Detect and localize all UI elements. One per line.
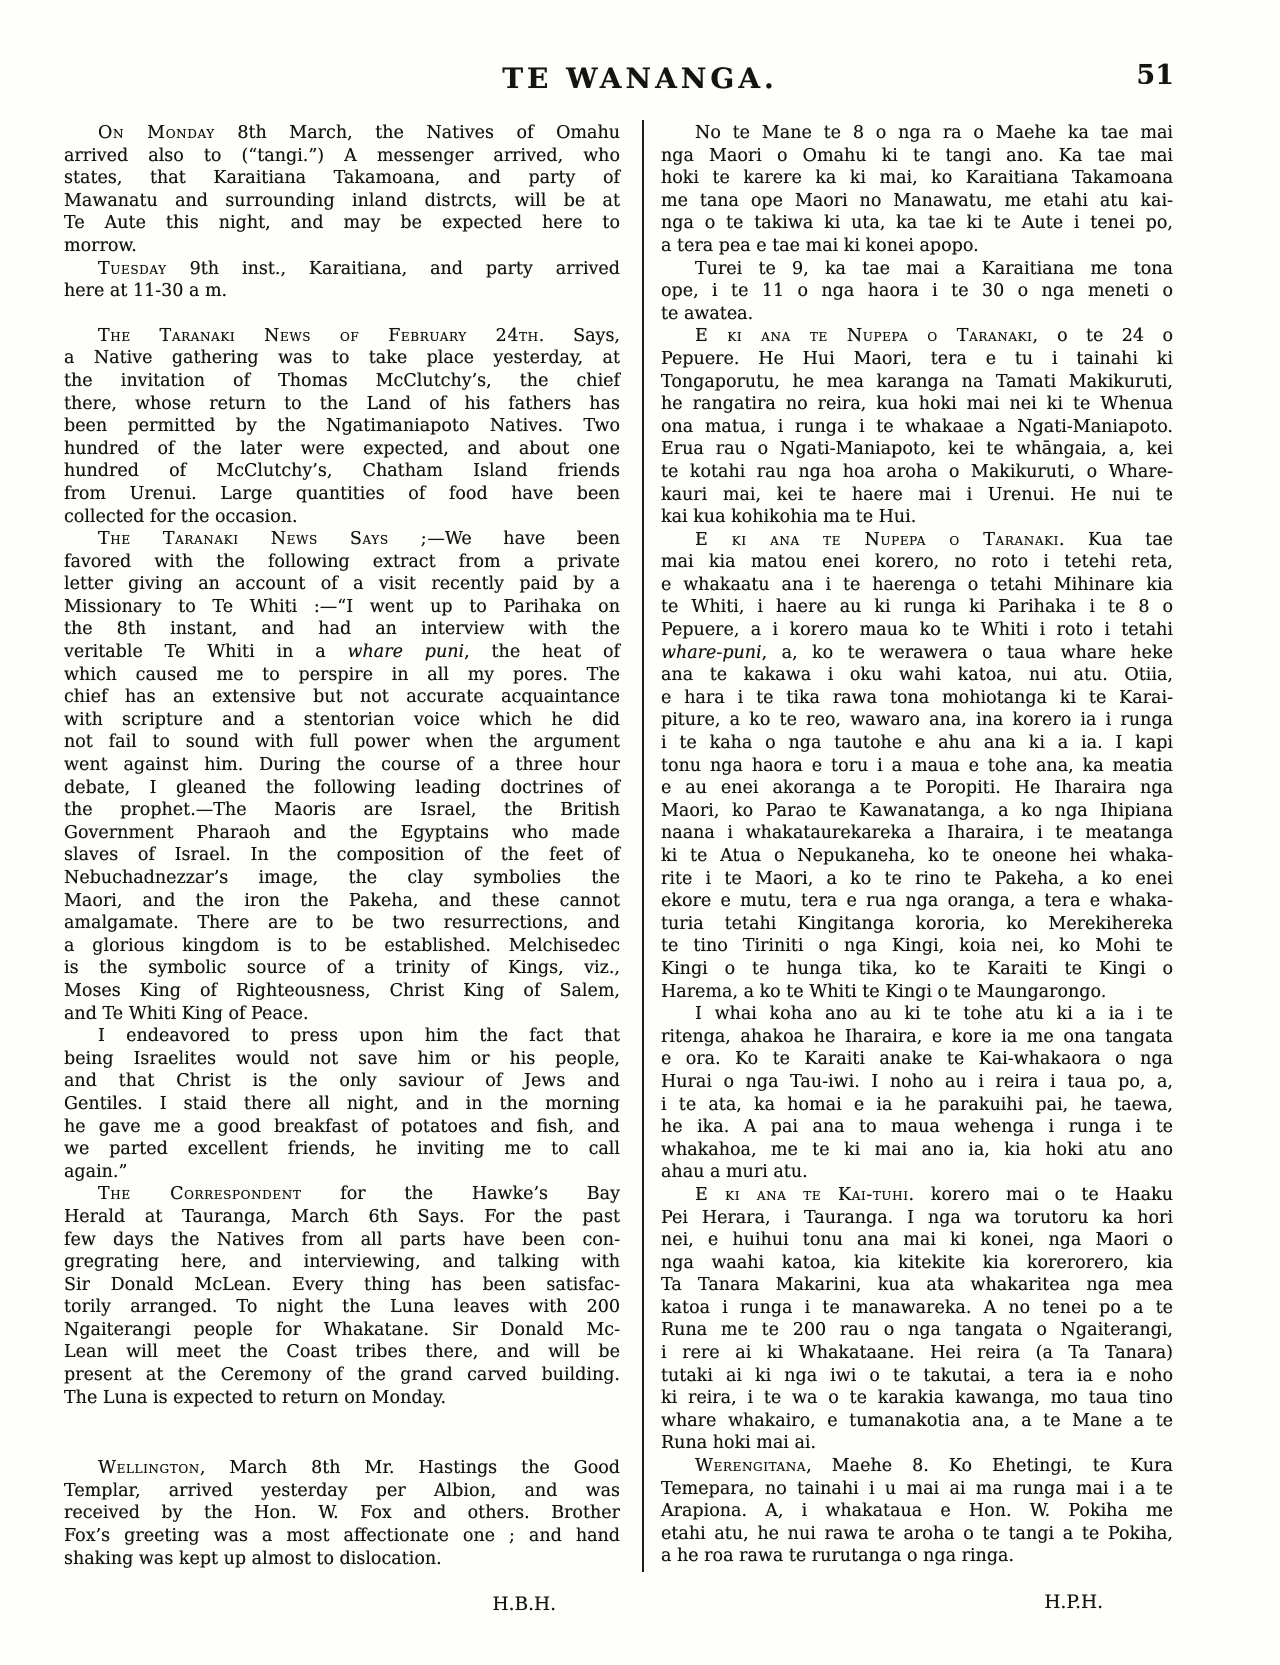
body-text: i te kaha o nga tautohe e ahu ana ki a ia. I kapi [661, 733, 1173, 754]
body-text: I endeavored to press upon him the fact that [98, 1026, 620, 1047]
body-text: and that Christ is the only saviour of Jews and [64, 1071, 620, 1092]
body-text: Runa hoki mai ai. [661, 1433, 817, 1454]
text-line [661, 935, 1173, 958]
text-line [64, 731, 620, 754]
text-line [661, 958, 1173, 981]
text-line [661, 687, 1173, 710]
paragraph [64, 325, 620, 528]
body-text: Pepuere, a i korero maua ko te Whiti i roto i tetahi [661, 620, 1173, 641]
text-line [64, 1457, 620, 1480]
body-text: ope, i te 11 o nga haora i te 30 o nga meneti o [661, 281, 1173, 302]
text-line [64, 325, 620, 348]
body-text: Missionary to Te Whiti :—“I went up to Parihaka on [64, 596, 620, 617]
text-line [64, 551, 620, 574]
text-line [661, 1139, 1173, 1162]
body-text: Turei te 9, ka tae mai a Karaitiana me tona [695, 258, 1173, 279]
body-text: nga Maori o Omahu ki te tangi ano. Ka tae mai [661, 145, 1173, 166]
text-line [661, 1365, 1173, 1388]
body-text: a Native gathering was to take place yesterday, at [64, 348, 620, 369]
body-text: I whai koha ano au ki te tohe atu ki a ia i te [695, 1004, 1173, 1025]
paragraph [661, 325, 1173, 528]
text-line [661, 709, 1173, 732]
body-text: , Maehe 8. Ko Ehetingi, te Kura [806, 1456, 1173, 1477]
paragraph [661, 122, 1173, 258]
text-line [64, 980, 620, 1003]
paragraph [64, 528, 620, 1025]
text-line [661, 122, 1173, 145]
body-text: i rere ai ki Whakataane. Hei reira (a Ta Tanara) [661, 1343, 1173, 1364]
text-line [64, 957, 620, 980]
text-line [64, 777, 620, 800]
text-line [64, 1274, 620, 1297]
smallcaps-text: Tuesday [98, 258, 167, 279]
body-text: amalgamate. There are to be two resurrections, and [64, 913, 620, 934]
text-line [64, 1341, 620, 1364]
body-text: morrow. [64, 235, 137, 256]
text-line [661, 1161, 1173, 1184]
body-text: arrived also to (“tangi.”) A messenger arrived, who [64, 145, 620, 166]
body-text: katoa i runga i te manawareka. A no tenei po a te [661, 1297, 1173, 1318]
text-line [64, 1364, 620, 1387]
text-line [661, 438, 1173, 461]
body-text: Pei Herara, i Tauranga. I nga wa torutoru ka hori [661, 1207, 1173, 1228]
right-author-initials: H.P.H. [1044, 1592, 1103, 1613]
body-text: hundred of the later were expected, and about one [64, 438, 620, 459]
body-text: Herald at Tauranga, March 6th Says. For the past [64, 1206, 620, 1227]
paragraph [661, 1003, 1173, 1184]
body-text: e au enei akoranga a te Poropiti. He Iharaira nga [661, 778, 1173, 799]
text-line [661, 325, 1173, 348]
text-line [64, 235, 620, 258]
body-text: the invitation of Thomas McClutchy’s, the chief [64, 370, 620, 391]
body-text: we parted excellent friends, he inviting me to call [64, 1139, 620, 1160]
paragraph [64, 1025, 620, 1183]
body-text: Kingi o te hunga tika, ko te Karaiti te Kingi o [661, 958, 1173, 979]
text-line [661, 416, 1173, 439]
text-line [661, 258, 1173, 281]
text-line [64, 686, 620, 709]
text-line [661, 868, 1173, 891]
body-text: is the symbolic source of a trinity of Kings, viz., [64, 958, 620, 979]
text-line [661, 506, 1173, 529]
text-line [661, 1342, 1173, 1365]
body-text: hoki te karere ka ki mai, ko Karaitiana Takamoana [661, 168, 1173, 189]
paragraph [64, 258, 620, 303]
body-text: veritable Te Whiti in a [64, 642, 348, 663]
text-line [64, 1229, 620, 1252]
column-divider-rule [642, 120, 644, 1572]
body-text: o te 24 o [1038, 326, 1173, 347]
body-text: there, whose return to the Land of his fathers has [64, 393, 620, 414]
text-line [64, 867, 620, 890]
body-text: nga o te takiwa ki uta, ka tae ki te Aute i tenei po, [661, 213, 1173, 234]
smallcaps-text: The Correspondent [98, 1184, 302, 1205]
body-text: —We have been [427, 529, 620, 550]
smallcaps-text: E ki ana te Kai-tuhi. [695, 1184, 915, 1205]
text-line [661, 1500, 1173, 1523]
body-text: went against him. During the course of a three hour [64, 755, 620, 776]
text-line [661, 1252, 1173, 1275]
text-line [64, 167, 620, 190]
text-line [64, 641, 620, 664]
body-text: states, that Karaitiana Takamoana, and party of [64, 168, 620, 189]
text-line [661, 280, 1173, 303]
text-line [64, 1161, 620, 1184]
text-line [64, 844, 620, 867]
text-line [64, 460, 620, 483]
body-text: gregrating here, and interviewing, and talking with [64, 1252, 620, 1273]
body-text: which caused me to perspire in all my pores. The [64, 664, 620, 685]
text-line [64, 1525, 620, 1548]
text-line [64, 438, 620, 461]
text-line [661, 619, 1173, 642]
text-line [661, 732, 1173, 755]
text-line [64, 1116, 620, 1139]
body-text: present at the Ceremony of the grand carved building. [64, 1365, 620, 1386]
text-line [661, 529, 1173, 552]
paragraph [64, 122, 620, 258]
text-line [661, 1026, 1173, 1049]
text-line [64, 190, 620, 213]
text-line [661, 664, 1173, 687]
text-line [661, 235, 1173, 258]
body-text: not fail to sound with full power when the argument [64, 732, 620, 753]
body-text: me tana ope Maori no Manawatu, me etahi atu kai- [661, 190, 1173, 211]
body-text: tonu nga haora e toru i a maua e tohe ana, ka meatia [661, 755, 1173, 776]
paragraph [64, 1183, 620, 1409]
body-text: he ika. A pai ana to maua wehenga i runga i te [661, 1117, 1173, 1138]
paragraph [661, 1184, 1173, 1455]
body-text: Erua rau o Ngati-Maniapoto, kei te whāngaia, a, kei [661, 439, 1173, 460]
page-number: 51 [1136, 60, 1174, 91]
text-line [661, 913, 1173, 936]
text-line [64, 1502, 620, 1525]
body-text: the prophet.—The Maoris are Israel, the British [64, 800, 620, 821]
body-text: , a, ko te werawera o taua whare heke [761, 642, 1173, 663]
body-text: ekore e mutu, tera e rua nga oranga, a tera e whaka- [661, 891, 1173, 912]
text-line [661, 1387, 1173, 1410]
body-text: Runa me te 200 rau o nga tangata o Ngaiterangi, [661, 1320, 1173, 1341]
body-text: Maori, ko Parao te Kawanatanga, a ko nga Ihipiana [661, 800, 1173, 821]
body-text: Government Pharaoh and the Egyptains who made [64, 822, 620, 843]
body-text: Temepara, no tainahi i u mai ai ma runga mai i a te [661, 1478, 1173, 1499]
text-line [661, 845, 1173, 868]
body-text: Sir Donald McLean. Every thing has been satisfac- [64, 1274, 620, 1295]
text-line [661, 1116, 1173, 1139]
text-line [661, 1274, 1173, 1297]
body-text: Harema, a ko te Whiti te Kingi o te Maungarongo. [661, 981, 1107, 1002]
body-text: hundred of McClutchy’s, Chatham Island friends [64, 461, 620, 482]
body-text: Arapiona. A, i whakataua e Hon. W. Pokiha me [661, 1501, 1173, 1522]
body-text: ritenga, ahakoa he Iharaira, e kore ia me ona tangata [661, 1026, 1173, 1047]
body-text: ki te Atua o Nepukaneha, ko te oneone hei whaka- [661, 846, 1173, 866]
text-line [64, 799, 620, 822]
text-line [64, 618, 620, 641]
body-text: 8th March, the Natives of Omahu [214, 123, 621, 143]
body-text: favored with the following extract from a private [64, 551, 620, 572]
left-author-initials: H.B.H. [492, 1594, 556, 1616]
text-line [661, 1071, 1173, 1094]
text-line [661, 1207, 1173, 1230]
text-line [64, 1183, 620, 1206]
text-line [64, 1548, 620, 1571]
text-line [64, 596, 620, 619]
text-line [64, 1387, 620, 1410]
text-line [661, 484, 1173, 507]
body-text: turia tetahi Kingitanga kororia, ko Merekihereka [661, 913, 1173, 934]
body-text: he rangatira no reira, kua hoki mai nei ki te Whenua [661, 394, 1173, 415]
text-line [661, 461, 1173, 484]
body-text: ahau a muri atu. [661, 1162, 808, 1183]
text-line [661, 1094, 1173, 1117]
body-text: letter giving an account of a visit recently paid by a [64, 574, 620, 595]
text-line [661, 303, 1173, 326]
text-line [64, 573, 620, 596]
text-line [64, 347, 620, 370]
text-line [64, 258, 620, 281]
text-line [64, 483, 620, 506]
text-line [64, 935, 620, 958]
body-text: chief has an extensive but not accurate acquaintance [64, 687, 620, 708]
body-text: i te ata, ka homai e ia he parakuihi pai, he taewa, [661, 1094, 1173, 1115]
body-text: torily arranged. To night the Luna leaves with 200 [64, 1297, 620, 1318]
text-line [64, 393, 620, 416]
body-text: ki reira, i te wa o te karakia kawanga, mo taua tino [661, 1388, 1173, 1409]
body-text: Maori, and the iron the Pakeha, and these cannot [64, 890, 620, 911]
smallcaps-text: On Monday [98, 123, 215, 143]
text-line [661, 890, 1173, 913]
body-text: nga waahi katoa, kia kitekite kia korerorero, kia [661, 1252, 1173, 1273]
text-line [64, 1025, 620, 1048]
body-text: te tino Tiriniti o nga Kingi, koia nei, ko Mohi te [661, 936, 1173, 957]
text-line [64, 145, 620, 168]
paragraph [64, 1457, 620, 1570]
body-text: Ta Tanara Makarini, kua ata whakaritea nga mea [661, 1275, 1173, 1296]
body-text: 9th inst., Karaitiana, and party arrived [166, 258, 620, 279]
text-line [661, 393, 1173, 416]
text-line [64, 212, 620, 235]
text-line [661, 1184, 1173, 1207]
text-line [64, 664, 620, 687]
body-text: Mawanatu and surrounding inland distrcts, will be at [64, 190, 620, 211]
body-text: The Luna is expected to return on Monday. [64, 1387, 447, 1408]
body-text: kauri mai, kei te haere mai i Urenui. He nui te [661, 484, 1173, 505]
text-line [661, 1319, 1173, 1342]
body-text: naana i whakataurekareka a Iharaira, i te meatanga [661, 823, 1173, 844]
body-text: kai kua kohikohia ma te Hui. [661, 507, 917, 528]
text-line [64, 1206, 620, 1229]
body-text: , March 8th Mr. Hastings the Good [199, 1458, 620, 1479]
body-text: te Whiti, i haere au ki runga ki Parihaka i te 8 o [661, 597, 1173, 618]
text-line [64, 1070, 620, 1093]
body-text: tutaki ai ki nga iwi o te takutai, a tera ia e noho [661, 1365, 1173, 1386]
text-line [64, 1048, 620, 1071]
body-text: debate, I gleaned the following leading doctrines of [64, 777, 620, 798]
smallcaps-text: E ki ana te Nupepa o Taranaki, [695, 326, 1039, 347]
body-text: and Te Whiti King of Peace. [64, 1003, 309, 1024]
text-line [661, 1523, 1173, 1546]
text-line [661, 642, 1173, 665]
right-column-paragraphs [661, 122, 1173, 1568]
text-line [661, 1048, 1173, 1071]
body-text: being Israelites would not save him or his people, [64, 1048, 620, 1069]
text-line [64, 528, 620, 551]
body-text: with scripture and a stentorian voice which he did [64, 709, 620, 730]
body-text: te kotahi rau nga hoa aroha o Makikuruti, o Whare- [661, 461, 1173, 482]
italic-text: whare puni [347, 642, 465, 663]
body-text: whare whakairo, e tumanakotia ana, a te Mane a te [661, 1410, 1173, 1431]
body-text: Fox’s greeting was a most affectionate one ; and hand [64, 1526, 620, 1547]
text-line [64, 506, 620, 529]
text-line [661, 596, 1173, 619]
body-text: ona matua, i runga i te whakaae a Ngati-Maniapoto. [661, 416, 1173, 437]
text-line [661, 755, 1173, 778]
body-text: for the Hawke’s Bay [301, 1184, 620, 1205]
body-text: Kua tae [1065, 529, 1173, 550]
body-text: the 8th instant, and had an interview with the [64, 619, 620, 640]
paragraph [661, 529, 1173, 1003]
right-column [661, 122, 1173, 1615]
text-line [64, 1251, 620, 1274]
text-line [661, 1545, 1173, 1568]
body-text: Ngaiterangi people for Whakatane. Sir Donald Mc- [64, 1319, 620, 1340]
smallcaps-text: Werengitana [695, 1456, 807, 1477]
body-text: e ora. Ko te Karaiti anake te Kai-whakaora o nga [661, 1049, 1173, 1070]
body-text: whakahoa, me te ki mai ano ia, kia hoki atu ano [661, 1139, 1173, 1160]
body-text: e whakaatu ana i te haerenga o tetahi Mihinare kia [661, 574, 1173, 595]
italic-text: whare-puni [661, 642, 762, 663]
text-line [661, 167, 1173, 190]
text-line [661, 1297, 1173, 1320]
text-line [661, 145, 1173, 168]
body-text: again.” [64, 1161, 128, 1182]
smallcaps-text: Wellington [98, 1458, 200, 1479]
body-text: from Urenui. Large quantities of food have been [64, 483, 620, 504]
body-text: here at 11-30 a m. [64, 281, 228, 302]
body-text: Gentiles. I staid there all night, and in the morning [64, 1093, 620, 1114]
body-text: received by the Hon. W. Fox and others. Brother [64, 1503, 620, 1524]
text-line [64, 754, 620, 777]
text-line [661, 822, 1173, 845]
text-line [661, 348, 1173, 371]
body-text: been permitted by the Ngatimaniapoto Natives. Two [64, 416, 620, 437]
body-text: a glorious kingdom is to be established. Melchisedec [64, 935, 620, 956]
text-line [64, 1319, 620, 1342]
text-line [661, 551, 1173, 574]
smallcaps-text: The Taranaki News of February 24th. [98, 325, 545, 346]
text-line [661, 800, 1173, 823]
left-column-paragraphs [64, 122, 620, 1570]
text-line [64, 1296, 620, 1319]
text-line [661, 1003, 1173, 1026]
text-line [661, 1478, 1173, 1501]
body-text: Hurai o nga Tau-iwi. I noho au i reira i taua po, a, [661, 1071, 1173, 1092]
text-line [64, 122, 620, 145]
body-text: collected for the occasion. [64, 506, 298, 527]
body-text: a he roa rawa te rurutanga o nga ringa. [661, 1546, 1015, 1567]
body-text: , the heat of [464, 642, 620, 663]
text-line [64, 890, 620, 913]
text-line [64, 709, 620, 732]
smallcaps-text: The Taranaki News Says ; [98, 529, 428, 550]
body-text: Nebuchadnezzar’s image, the clay symbolies the [64, 868, 620, 888]
paragraph [661, 258, 1173, 326]
body-text: ana te kakawa i oku wahi katoa, nui atu. Otiia, [661, 665, 1173, 686]
body-text: te awatea. [661, 303, 754, 324]
paragraph [661, 1455, 1173, 1568]
text-line [64, 1093, 620, 1116]
body-text: Moses King of Righteousness, Christ King of Salem, [64, 980, 620, 1001]
text-line [661, 1455, 1173, 1478]
body-text: slaves of Israel. In the composition of the feet of [64, 845, 620, 866]
text-line [661, 574, 1173, 597]
body-text: Tongaporutu, he mea karanga na Tamati Makikuruti, [661, 371, 1173, 392]
text-line [661, 981, 1173, 1004]
text-line [64, 415, 620, 438]
body-text: Templar, arrived yesterday per Albion, and was [64, 1480, 620, 1501]
body-text: Pepuere. He Hui Maori, tera e tu i tainahi ki [661, 348, 1173, 369]
text-line [661, 1432, 1173, 1455]
text-line [661, 371, 1173, 394]
text-line [64, 280, 620, 303]
text-line [661, 190, 1173, 213]
body-text: nei, e huihui tonu ana mai ki konei, nga Maori o [661, 1230, 1173, 1251]
body-text: Lean will meet the Coast tribes there, and will be [64, 1342, 620, 1363]
body-text: few days the Natives from all parts have been con- [64, 1229, 620, 1250]
body-text: he gave me a good breakfast of potatoes and fish, and [64, 1116, 620, 1137]
body-text: piture, a ko te reo, wawaro ana, ina korero ia i runga [661, 710, 1173, 731]
left-column [64, 122, 620, 1617]
text-line [64, 370, 620, 393]
text-line [661, 212, 1173, 235]
body-text: shaking was kept up almost to dislocation. [64, 1548, 442, 1569]
body-text: No te Mane te 8 o nga ra o Maehe ka tae mai [695, 123, 1173, 143]
text-line [661, 1410, 1173, 1433]
body-text: a tera pea e tae mai ki konei apopo. [661, 235, 979, 256]
body-text: etahi atu, he nui rawa te aroha o te tangi a te Pokiha, [661, 1523, 1173, 1544]
body-text: mai kia matou enei korero, no roto i tetehi reta, [661, 552, 1173, 573]
smallcaps-text: E ki ana te Nupepa o Taranaki. [695, 529, 1066, 550]
body-text: Says, [544, 325, 620, 346]
text-line [64, 822, 620, 845]
text-line [64, 1138, 620, 1161]
text-line [64, 912, 620, 935]
text-line [64, 1480, 620, 1503]
body-text: rite i te Maori, a ko te rino te Pakeha, a ko enei [661, 868, 1173, 889]
text-line [661, 777, 1173, 800]
page-title: TE WANANGA. [502, 62, 778, 95]
text-line [661, 1229, 1173, 1252]
body-text: Te Aute this night, and may be expected here to [64, 213, 620, 234]
body-text: korero mai o te Haaku [914, 1184, 1173, 1205]
body-text: e hara i te tika rawa tona mohiotanga ki te Karai- [661, 687, 1173, 708]
text-line [64, 1003, 620, 1026]
